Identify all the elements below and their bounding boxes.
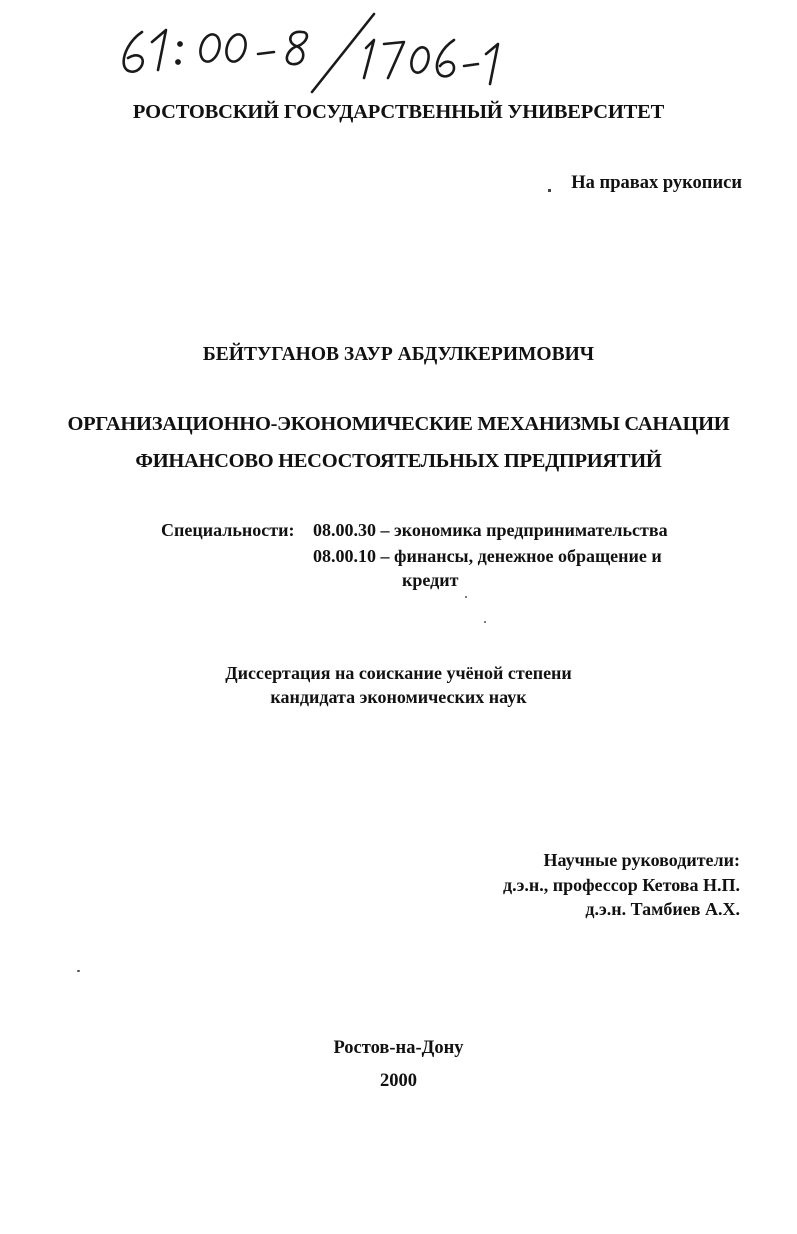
scan-speck bbox=[548, 189, 551, 192]
dissertation-title-line-2: ФИНАНСОВО НЕСОСТОЯТЕЛЬНЫХ ПРЕДПРИЯТИЙ bbox=[135, 450, 662, 472]
specialties-label: Специальности: bbox=[161, 520, 295, 540]
author-name: БЕЙТУГАНОВ ЗАУР АБДУЛКЕРИМОВИЧ bbox=[202, 344, 595, 365]
specialty-item-2: 08.00.10 – финансы, денежное обращение и bbox=[313, 546, 662, 566]
dissertation-title-line-1: ОРГАНИЗАЦИОННО-ЭКОНОМИЧЕСКИЕ МЕХАНИЗМЫ САНАЦИИ bbox=[67, 413, 730, 435]
scan-speck bbox=[484, 621, 486, 623]
university-name: РОСТОВСКИЙ ГОСУДАРСТВЕННЫЙ УНИВЕРСИТЕТ bbox=[132, 101, 665, 123]
publication-year: 2000 bbox=[380, 1071, 417, 1091]
specialty-item-1: 08.00.30 – экономика предпринимательства bbox=[313, 520, 668, 540]
supervisors-heading: Научные руководители: bbox=[543, 850, 740, 870]
handwritten-catalog-number bbox=[112, 10, 532, 100]
degree-line-1: Диссертация на соискание учёной степени bbox=[225, 663, 572, 683]
scan-speck bbox=[77, 970, 80, 972]
degree-line-2: кандидата экономических наук bbox=[270, 687, 527, 707]
supervisor-2: д.э.н. Тамбиев А.Х. bbox=[585, 899, 740, 919]
specialty-item-2-continuation: кредит bbox=[402, 570, 459, 590]
scan-speck bbox=[465, 596, 467, 598]
publication-city: Ростов-на-Дону bbox=[333, 1038, 464, 1058]
manuscript-rights-note: На правах рукописи bbox=[571, 173, 742, 193]
supervisor-1: д.э.н., профессор Кетова Н.П. bbox=[502, 875, 740, 895]
